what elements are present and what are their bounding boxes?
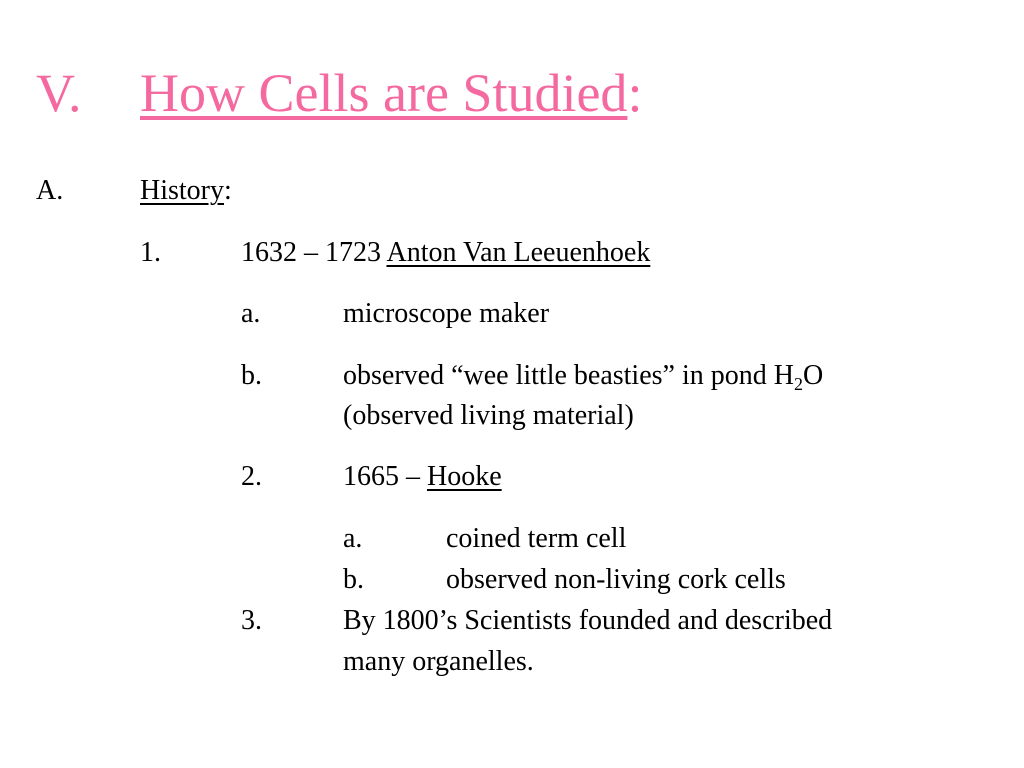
item2-a-text: coined term cell [446,523,627,554]
item3-line1: By 1800’s Scientists founded and described [343,605,833,636]
item1-b-text-main: observed “wee little beasties” in pond H [343,360,794,391]
item2-b-text: observed non-living cork cells [446,564,786,595]
item2-marker: 2. [241,461,262,492]
item1-marker: 1. [140,237,161,268]
item1-heading [241,239,650,267]
item1-b-text [343,360,824,394]
item2-b-marker: b. [343,564,364,595]
section-a-label: History [140,175,224,206]
title-text: How Cells are Studied [140,63,628,123]
item2-heading [343,463,502,491]
item1-b-subscript: 2 [793,374,803,394]
page-title [140,63,643,123]
section-a-marker: A. [36,175,64,206]
item2-date: 1665 – [343,461,420,492]
item1-name: Anton Van Leeuenhoek [386,237,651,268]
title-colon: : [627,63,643,123]
item2-name: Hooke [427,461,502,492]
item1-b-line2: (observed living material) [343,400,634,431]
section-a-heading [140,177,232,205]
item1-b-marker: b. [241,360,262,391]
item3-marker: 3. [241,605,262,636]
item1-a-marker: a. [241,298,261,329]
item3-line2: many organelles. [343,646,534,677]
item1-a-text: microscope maker [343,298,550,329]
title-number: V. [36,63,82,123]
item1-dates: 1632 – 1723 [241,237,381,268]
section-a-colon: : [224,175,232,206]
item2-a-marker: a. [343,523,363,554]
item1-b-text-end: O [802,360,824,391]
